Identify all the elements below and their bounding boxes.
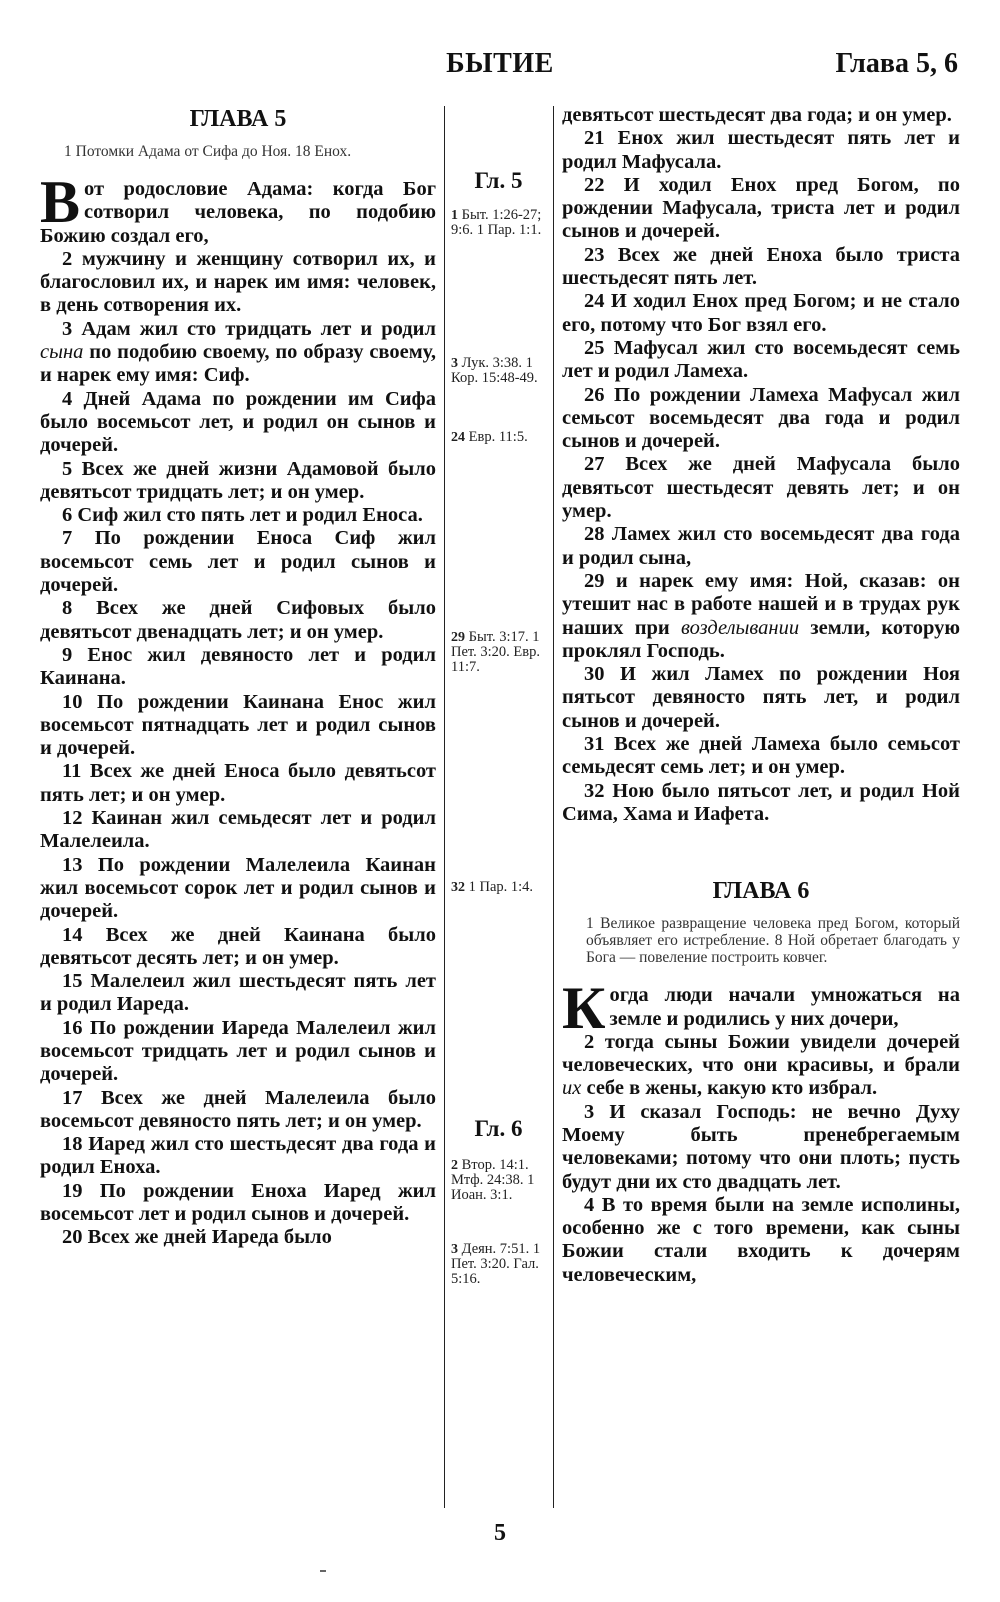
ref-5-24: 24 Евр. 11:5. [451,429,528,445]
chapter-5-heading: ГЛАВА 5 [189,106,287,132]
verse-5-3: 3 Адам жил сто тридцать лет и родил сына по подобию своему, по образу своему, и нарек ему имя: Сиф. [40,317,436,387]
verse-5-16: 16 По рождении Иареда Малелеил жил восемьсот тридцать лет и родил сынов и дочерей. [40,1016,436,1086]
verse-5-13: 13 По рождении Малелеила Каинан жил восемьсот сорок лет и родил сынов и дочерей. [40,853,436,923]
verse-5-2: 2 мужчину и женщину сотворил их, и благословил их, и нарек им имя: человек, в день сотворения их. [40,247,436,317]
chapter-6-heading: ГЛАВА 6 [712,878,810,905]
column-divider-left [444,106,445,1508]
ref-5-32: 32 1 Пар. 1:4. [451,879,534,895]
verse-5-18: 18 Иаред жил сто шестьдесят два года и родил Еноха. [40,1133,436,1179]
running-head-book: БЫТИЕ [446,48,554,79]
verse-5-9: 9 Енос жил девяносто лет и родил Каинана. [40,643,436,690]
verse-5-20: 20 Всех же дней Иареда было [62,1226,332,1249]
verse-5-10: 10 По рождении Каинана Енос жил восемьсот пятнадцать лет и родил сынов и дочерей. [40,690,436,760]
chapter-6-summary: 1 Великое развращение человека пред Богом, который объявляет его истребление. 8 Ной обретает благодать у Бога — повеление построить ковчег. [586,915,960,967]
running-head-chapters: Глава 5, 6 [835,48,958,79]
verse-6-1: Когда люди начали умножаться на земле и родились у них дочери, [562,975,960,1042]
left-text-column [40,102,436,1250]
ref-6-3: 3 Деян. 7:51. 1 Пет. 3:20. Гал. 5:16. [451,1241,541,1287]
verse-5-31: 31 Всех же дней Ламеха было семьсот семьдесят семь лет; и он умер. [562,733,960,779]
verse-5-8: 8 Всех же дней Сифовых было девятьсот двенадцать лет; и он умер. [40,597,436,643]
verse-5-1: Вот родословие Адама: когда Бог сотворил человека, по подобию Божию создал его, [40,169,436,247]
print-mark [320,1570,326,1572]
verse-5-5: 5 Всех же дней жизни Адамовой было девятьсот тридцать лет; и он умер. [40,457,436,503]
ref-6-2: 2 Втор. 14:1. Мтф. 24:38. 1 Иоан. 3:1. [451,1157,535,1203]
verse-5-7: 7 По рождении Еноса Сиф жил восемьсот семь лет и родил сынов и дочерей. [40,527,436,597]
verse-5-28: 28 Ламех жил сто восемьдесят два года и родил сына, [562,523,960,569]
verse-5-30: 30 И жил Ламех по рождении Ноя пятьсот девяносто пять лет, и родил сынов и дочерей. [562,663,960,732]
verse-5-14: 14 Всех же дней Каинана было девятьсот десять лет; и он умер. [40,923,436,969]
verse-5-22: 22 И ходил Енох пред Богом, по рождении Мафусала, триста лет и родил сынов и дочерей. [562,173,960,243]
verse-5-4: 4 Дней Адама по рождении им Сифа было восемьсот лет, и родил он сынов и дочерей. [40,387,436,457]
verse-5-11: 11 Всех же дней Еноса было девятьсот пять лет; и он умер. [40,760,436,806]
ref-5-29: 29 Быт. 3:17. 1 Пет. 3:20. Евр. 11:7. [451,629,541,675]
verse-5-26: 26 По рождении Ламеха Мафусал жил семьсот восемьдесят два года и родил сынов и дочерей. [562,383,960,453]
chapter-5-summary: 1 Потомки Адама от Сифа до Ноя. 18 Енох. [64,143,352,160]
verse-5-6: 6 Сиф жил сто пять лет и родил Еноса. [62,504,423,527]
verse-5-17: 17 Всех же дней Малелеила было восемьсот девяносто пять лет; и он умер. [40,1086,436,1132]
ref-5-3: 3 Лук. 3:38. 1 Кор. 15:48-49. [451,355,538,386]
right-text-column [562,104,960,1287]
verse-5-12: 12 Каинан жил семьдесят лет и родил Малелеила. [40,807,436,853]
verse-5-15: 15 Малелеил жил шестьдесят пять лет и родил Иареда. [40,970,436,1016]
verse-6-2: 2 тогда сыны Божии увидели дочерей человеческих, что они красивы, и брали их себе в жены, какую кто избрал. [562,1030,960,1100]
verse-5-21: 21 Енох жил шестьдесят пять лет и родил Мафусала. [562,127,960,173]
verse-6-4: 4 В то время были на земле исполины, особенно же с того времени, как сыны Божии стали входить к дочерям человеческим, [562,1193,960,1286]
verse-5-25: 25 Мафусал жил сто восемьдесят семь лет и родил Ламеха. [562,336,960,383]
verse-5-27: 27 Всех же дней Мафусала было девятьсот шестьдесят девять лет; и он умер. [562,453,960,523]
verse-6-3: 3 И сказал Господь: не вечно Духу Моему быть пренебрегаемым человеками; потому что они плоть; пусть будут дни их сто двадцать лет. [562,1100,960,1193]
verse-5-23: 23 Всех же дней Еноха было триста шестьдесят пять лет. [562,243,960,290]
ref-chapter-5-label: Гл. 5 [474,168,523,193]
verse-5-29: 29 и нарек ему имя: Ной, сказав: он утешит нас в работе нашей и в трудах рук наших при возделывании земли, которую проклял Господь. [562,569,960,662]
drop-cap: К [562,975,606,1042]
page-number: 5 [494,1520,506,1546]
verse-5-24: 24 И ходил Енох пред Богом; и не стало его, потому что Бог взял его. [562,290,960,336]
verse-5-20-continued: девятьсот шестьдесят два года; и он умер. [562,104,952,126]
cross-reference-column [451,168,546,1368]
ref-5-1: 1 Быт. 1:26-27; 9:6. 1 Пар. 1:1. [451,207,542,238]
ref-chapter-6-label: Гл. 6 [474,1116,523,1141]
verse-5-32: 32 Ною было пятьсот лет, и родил Ной Сима, Хама и Иафета. [562,779,960,825]
verse-5-19: 19 По рождении Еноха Иаред жил восемьсот лет и родил сынов и дочерей. [40,1179,436,1226]
column-divider-right [553,106,554,1508]
drop-cap: В [40,169,81,235]
